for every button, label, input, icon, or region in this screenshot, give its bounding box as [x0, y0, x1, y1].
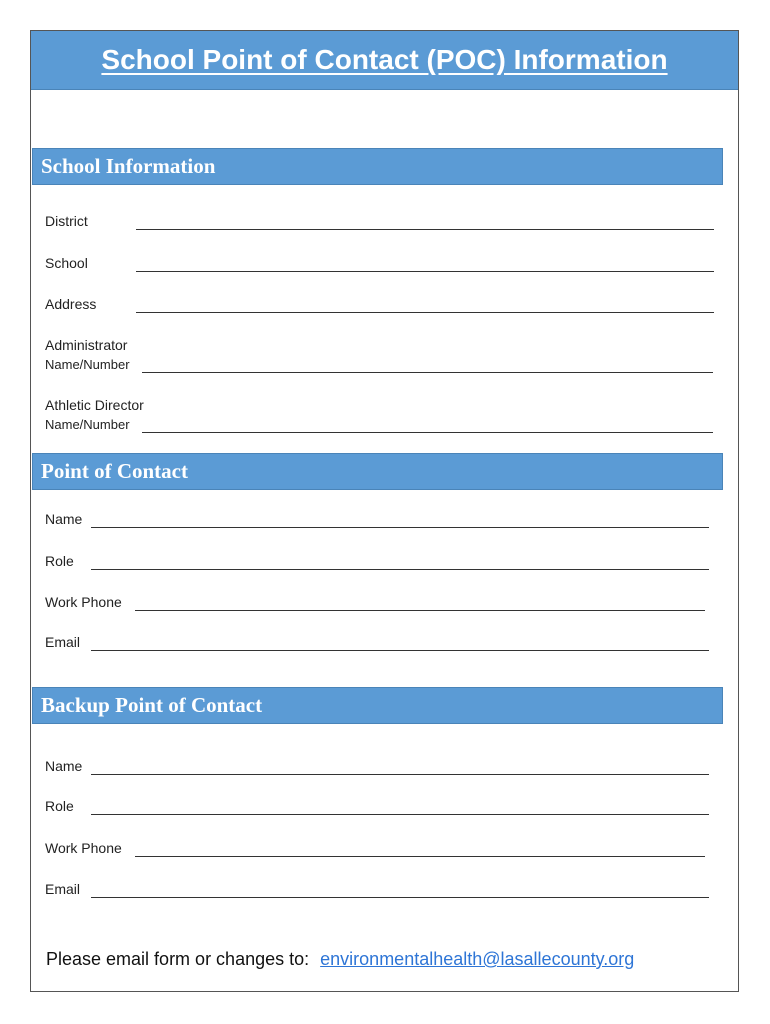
district-label: District	[45, 213, 88, 229]
backup-name-label: Name	[45, 758, 83, 774]
address-label: Address	[45, 296, 97, 312]
section-heading: Backup Point of Contact	[41, 693, 263, 717]
footer-text: Please email form or changes to:	[46, 949, 310, 969]
backup-email-field[interactable]	[91, 897, 709, 898]
poc-work-phone-field[interactable]	[135, 610, 705, 611]
section-heading: Point of Contact	[41, 459, 188, 483]
athletic-director-label: Athletic Director	[45, 397, 144, 413]
administrator-field[interactable]	[142, 372, 713, 373]
poc-role-label: Role	[45, 553, 74, 569]
poc-email-field[interactable]	[91, 650, 709, 651]
administrator-sublabel: Name/Number	[45, 357, 130, 372]
section-heading: School Information	[41, 154, 216, 178]
school-information-header	[32, 148, 723, 185]
contact-email-link[interactable]: environmentalhealth@lasallecounty.org	[320, 949, 635, 969]
backup-name-field[interactable]	[91, 774, 709, 775]
address-field[interactable]	[136, 312, 714, 313]
district-field[interactable]	[136, 229, 714, 230]
administrator-label: Administrator	[45, 337, 128, 353]
backup-role-field[interactable]	[91, 814, 709, 815]
poc-role-field[interactable]	[91, 569, 709, 570]
athletic-director-sublabel: Name/Number	[45, 417, 130, 432]
backup-role-label: Role	[45, 798, 74, 814]
school-field[interactable]	[136, 271, 714, 272]
poc-email-label: Email	[45, 634, 81, 650]
title-bar	[31, 31, 738, 90]
footer-note	[46, 949, 634, 970]
backup-point-of-contact-header	[32, 687, 723, 724]
poc-work-phone-label: Work Phone	[45, 594, 122, 610]
backup-email-label: Email	[45, 881, 81, 897]
athletic-director-field[interactable]	[142, 432, 713, 433]
form-page	[30, 30, 739, 992]
school-label: School	[45, 255, 88, 271]
backup-work-phone-label: Work Phone	[45, 840, 122, 856]
poc-name-field[interactable]	[91, 527, 709, 528]
page-title: School Point of Contact (POC) Information	[101, 44, 668, 75]
poc-name-label: Name	[45, 511, 83, 527]
backup-work-phone-field[interactable]	[135, 856, 705, 857]
point-of-contact-header	[32, 453, 723, 490]
